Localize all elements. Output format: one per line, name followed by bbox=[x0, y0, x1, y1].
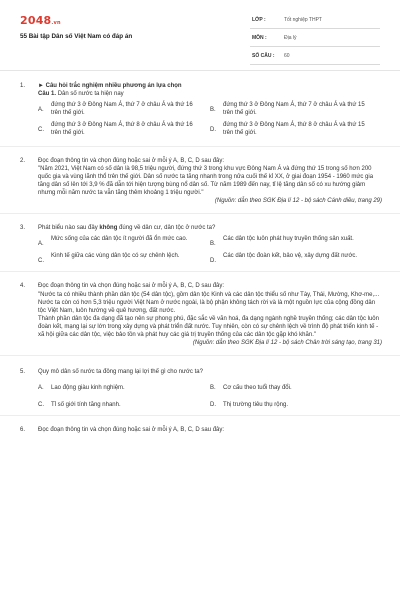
meta-value-count: 60 bbox=[284, 53, 290, 59]
question-1 bbox=[20, 82, 382, 138]
question-text: Đọc đoạn thông tin và chọn đúng hoặc sai ở mỗi ý A, B, C, D sau đây: bbox=[38, 427, 225, 434]
question-sub-label: Câu 1. bbox=[38, 91, 57, 98]
option-b[interactable] bbox=[210, 384, 382, 392]
option-d[interactable] bbox=[210, 252, 382, 265]
question-4 bbox=[20, 282, 382, 347]
question-number: 5. bbox=[20, 369, 26, 376]
passage-text-2: Thành phần dân tộc đa dạng đã tạo nên sự phong phú, đặc sắc về văn hoá, đa dạng ngành nghề truyền thống; các dân tộc luôn đoàn kết, mạng lại sự lớn trong xây dựng và phát triển đất nước. Tuy nhiên, còn có sự chênh lệch về trình độ phát triển kinh tế - xã hội giữa các dân tộc, việc bảo tồn và phát huy các giá trị truyền thống của các dân tộc gặp khó khăn." bbox=[38, 315, 379, 338]
divider bbox=[0, 146, 400, 147]
meta-row-class bbox=[250, 14, 380, 29]
option-letter: C. bbox=[38, 127, 44, 134]
question-text: Dân số nước ta hiện nay bbox=[57, 91, 124, 98]
option-text: Kinh tế giữa các vùng dân tộc có sự chênh lệch. bbox=[51, 253, 180, 260]
option-b[interactable] bbox=[210, 101, 382, 117]
passage-text: "Năm 2021, Việt Nam có số dân là 98,5 triệu người, đứng thứ 3 trong khu vực Đông Nam Á và đứng thứ 15 trong số hơn 200 quốc gia và vùng lãnh thổ trên thế giới. Dân số nước ta tăng nhanh trong nửa cuối thế kỉ XX, ở giai đoạn 1954 - 1960 mức gia tăng dân số lên tới 3,9 % đã dẫn tới hiện tượng bùng nổ dân số. Từ năm 1989 đến nay, tỉ lệ tăng dân số có xu hướng giảm nhưng mỗi năm nước ta vẫn tăng thêm khoảng 1 triệu người." bbox=[38, 165, 374, 196]
passage-text: "Nước ta có nhiều thành phần dân tộc (54 dân tộc), gồm dân tộc Kinh và các dân tộc thiểu số như Tày, Thái, Mường, Khơ-me,... Nước ta còn có hơn 5,3 triệu người Việt Nam ở nước ngoài, là bộ phận không tách rời và là một nguồn lực của cộng đồng dân tộc Việt Nam, luôn hướng về quê hương, đất nước. bbox=[38, 291, 380, 314]
site-logo[interactable]: 2048.vn bbox=[20, 14, 61, 27]
source-citation: (Nguồn: dẫn theo SGK Địa lí 12 - bộ sách Chân trời sáng tạo, trang 31) bbox=[192, 340, 382, 347]
option-text: đứng thứ 3 ở Đông Nam Á, thứ 8 ở châu Á và thứ 16 trên thế giới. bbox=[51, 122, 193, 137]
header-divider bbox=[0, 70, 400, 71]
option-letter: A. bbox=[38, 385, 44, 392]
divider bbox=[0, 415, 400, 416]
option-text: Cơ cấu theo tuổi thay đổi. bbox=[223, 385, 292, 392]
divider bbox=[0, 213, 400, 214]
emphasis-word: không bbox=[99, 225, 118, 232]
option-text: Các dân tộc đoàn kết, bảo vệ, xây dựng đất nước. bbox=[223, 253, 358, 260]
option-a[interactable] bbox=[38, 101, 210, 117]
meta-value-subject: Địa lý bbox=[284, 35, 297, 41]
option-text: đứng thứ 3 ở Đông Nam Á, thứ 8 ở châu Á và thứ 15 trên thế giới. bbox=[223, 122, 365, 137]
option-c[interactable] bbox=[38, 252, 210, 265]
option-d[interactable] bbox=[210, 121, 382, 137]
option-text: đứng thứ 3 ở Đông Nam Á, thứ 7 ở châu Á và thứ 15 trên thế giới. bbox=[223, 102, 365, 117]
question-number: 6. bbox=[20, 427, 26, 434]
question-number: 2. bbox=[20, 157, 26, 164]
answer-options bbox=[38, 384, 382, 409]
meta-row-count bbox=[250, 50, 380, 65]
option-letter: D. bbox=[210, 258, 216, 265]
question-text: Đọc đoạn thông tin và chọn đúng hoặc sai ở mỗi ý A, B, C, D sau đây: bbox=[38, 157, 225, 164]
document-header bbox=[0, 0, 400, 72]
meta-key-count: SỐ CÂU : bbox=[252, 53, 275, 59]
option-d[interactable] bbox=[210, 401, 382, 409]
option-letter: D. bbox=[210, 127, 216, 134]
option-text: đứng thứ 3 ở Đông Nam Á, thứ 7 ở châu Á và thứ 16 trên thế giới. bbox=[51, 102, 193, 117]
question-list bbox=[0, 82, 400, 435]
answer-options bbox=[38, 101, 382, 137]
option-letter: C. bbox=[38, 402, 44, 409]
divider bbox=[0, 355, 400, 356]
question-number: 3. bbox=[20, 225, 26, 232]
divider bbox=[0, 271, 400, 272]
option-a[interactable] bbox=[38, 235, 210, 248]
question-number: 4. bbox=[20, 283, 26, 290]
question-text: Đọc đoạn thông tin và chọn đúng hoặc sai ở mỗi ý A, B, C, D sau đây: bbox=[38, 283, 225, 290]
question-text: Phát biểu nào sau đây không đúng về dân cư, dân tộc ở nước ta? bbox=[38, 225, 216, 232]
question-2 bbox=[20, 157, 382, 206]
option-letter: B. bbox=[210, 241, 216, 248]
page-title: 55 Bài tập Dân số Việt Nam có đáp án bbox=[20, 33, 133, 40]
option-letter: B. bbox=[210, 385, 216, 392]
option-text: Tỉ số giới tính tăng nhanh. bbox=[51, 402, 121, 409]
question-number: 1. bbox=[20, 83, 26, 89]
option-letter: A. bbox=[38, 241, 44, 248]
question-6 bbox=[20, 426, 382, 434]
option-text: Thị trường tiêu thụ rộng. bbox=[223, 402, 288, 409]
question-5 bbox=[20, 368, 382, 409]
option-c[interactable] bbox=[38, 401, 210, 409]
option-text: Các dân tộc luôn phát huy truyền thống sản xuất. bbox=[223, 236, 354, 243]
meta-key-class: LỚP : bbox=[252, 17, 266, 23]
answer-options bbox=[38, 235, 382, 265]
option-text: Lao động giàu kinh nghiệm. bbox=[51, 385, 125, 392]
source-citation: (Nguồn: dẫn theo SGK Địa lí 12 - bộ sách Cánh diều, trang 29) bbox=[214, 198, 382, 205]
option-b[interactable] bbox=[210, 235, 382, 248]
option-letter: A. bbox=[38, 107, 44, 114]
option-letter: B. bbox=[210, 107, 216, 114]
option-a[interactable] bbox=[38, 384, 210, 392]
option-c[interactable] bbox=[38, 121, 210, 137]
meta-key-subject: MÔN : bbox=[252, 35, 267, 41]
meta-info-box bbox=[250, 14, 380, 68]
option-text: Mức sống của các dân tộc ít người đã ổn mức cao. bbox=[51, 236, 188, 243]
section-label: ► Câu hỏi trắc nghiệm nhiều phương án lựa chọn bbox=[38, 83, 182, 89]
question-3 bbox=[20, 224, 382, 265]
question-text: Quy mô dân số nước ta đông mang lại lợi thế gì cho nước ta? bbox=[38, 369, 203, 376]
option-letter: D. bbox=[210, 402, 216, 409]
meta-value-class: Tốt nghiệp THPT bbox=[284, 17, 322, 23]
meta-row-subject bbox=[250, 32, 380, 47]
option-letter: C. bbox=[38, 258, 44, 265]
